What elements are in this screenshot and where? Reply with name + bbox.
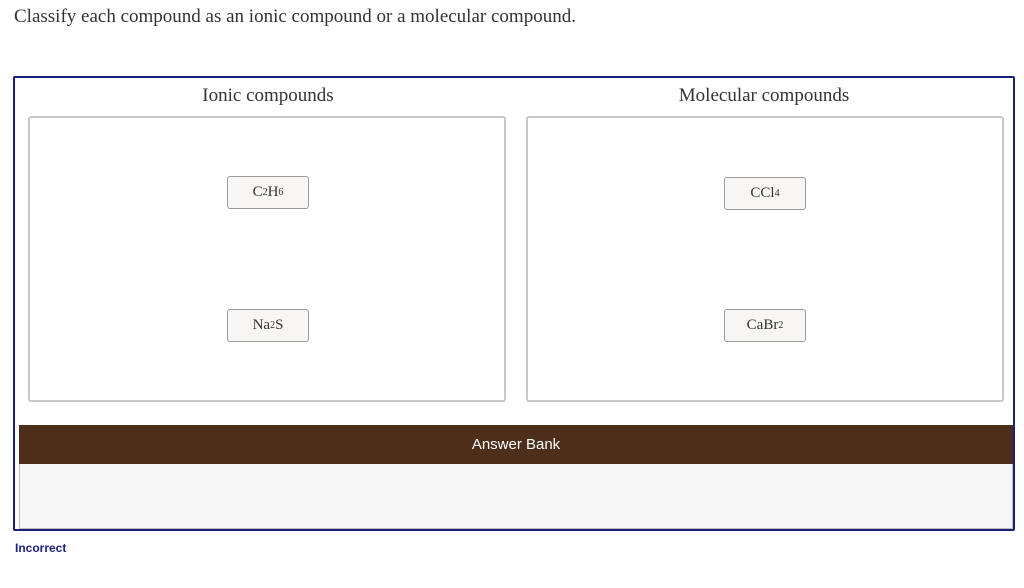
ionic-drop-zone[interactable] xyxy=(28,116,506,402)
question-text: Classify each compound as an ionic compound or a molecular compound. xyxy=(14,6,576,27)
classification-panel xyxy=(13,76,1015,531)
compound-chip-na2s[interactable]: Na 2 S xyxy=(227,309,309,342)
answer-bank-header: Answer Bank xyxy=(19,425,1013,464)
molecular-drop-zone[interactable] xyxy=(526,116,1004,402)
status-indicator: Incorrect xyxy=(15,541,67,555)
answer-bank-area[interactable] xyxy=(19,464,1013,529)
compound-chip-ccl4[interactable]: CCl 4 xyxy=(724,177,806,210)
compound-chip-c2h6[interactable]: C 2 H 6 xyxy=(227,176,309,209)
ionic-column-title: Ionic compounds xyxy=(202,85,334,106)
molecular-column-title: Molecular compounds xyxy=(678,85,850,106)
compound-chip-cabr2[interactable]: CaBr 2 xyxy=(724,309,806,342)
